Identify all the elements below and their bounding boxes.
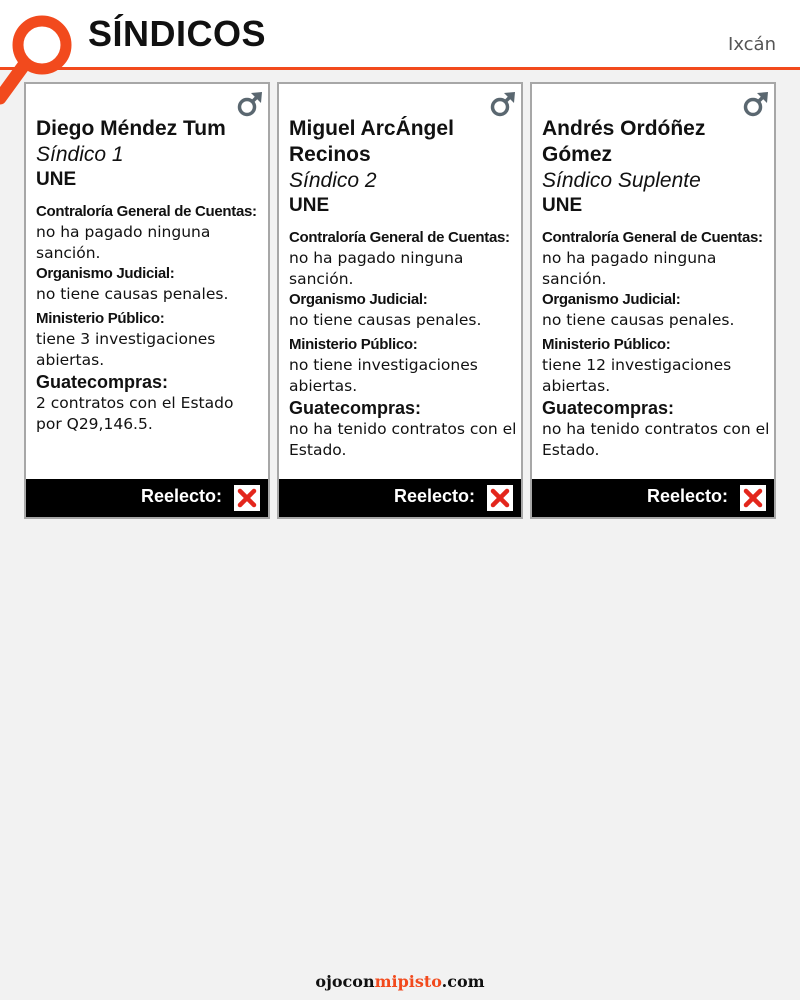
candidate-name: Miguel ArcÁngel Recinos bbox=[289, 117, 454, 166]
reelecto-bar bbox=[279, 479, 521, 517]
reelecto-label: Reelecto: bbox=[393, 486, 475, 506]
cgc-label: Contraloría General de Cuentas: bbox=[542, 229, 763, 246]
candidate-role: Síndico 2 bbox=[289, 169, 377, 192]
card-body bbox=[542, 116, 770, 461]
gc-value: no ha tenido contratos con el Estado. bbox=[542, 420, 770, 459]
brand-part-3: .com bbox=[441, 972, 485, 991]
candidate-role: Síndico Suplente bbox=[542, 169, 701, 192]
page-title: SÍNDICOS bbox=[88, 13, 267, 54]
mp-label: Ministerio Público: bbox=[289, 336, 418, 353]
oj-label: Organismo Judicial: bbox=[36, 265, 175, 282]
oj-value: no tiene causas penales. bbox=[542, 311, 735, 329]
gc-label: Guatecompras: bbox=[289, 398, 422, 418]
cgc-value: no ha pagado ninguna sanción. bbox=[36, 223, 211, 262]
page-header bbox=[0, 0, 800, 70]
candidate-card bbox=[530, 82, 776, 519]
mp-value: tiene 12 investigaciones abiertas. bbox=[542, 356, 732, 395]
location-name: Ixcán bbox=[728, 34, 776, 55]
mp-label: Ministerio Público: bbox=[36, 310, 165, 327]
candidate-card bbox=[24, 82, 270, 519]
mp-value: no tiene investigaciones abiertas. bbox=[289, 356, 478, 395]
brand-part-1: ojocon bbox=[315, 972, 375, 991]
candidate-party: UNE bbox=[289, 195, 330, 216]
gc-value: 2 contratos con el Estado por Q29,146.5. bbox=[36, 394, 234, 433]
brand-part-2: mipisto bbox=[374, 972, 442, 991]
oj-value: no tiene causas penales. bbox=[289, 311, 482, 329]
candidate-party: UNE bbox=[542, 195, 583, 216]
candidate-role: Síndico 1 bbox=[36, 143, 124, 166]
gc-label: Guatecompras: bbox=[542, 398, 675, 418]
oj-label: Organismo Judicial: bbox=[289, 291, 428, 308]
cgc-value: no ha pagado ninguna sanción. bbox=[542, 249, 717, 288]
candidate-name: Andrés Ordóñez Gómez bbox=[542, 117, 706, 166]
male-symbol-icon bbox=[489, 90, 517, 118]
gc-value: no ha tenido contratos con el Estado. bbox=[289, 420, 517, 459]
candidate-name: Diego Méndez Tum bbox=[36, 117, 226, 140]
candidate-party: UNE bbox=[36, 169, 77, 190]
cgc-value: no ha pagado ninguna sanción. bbox=[289, 249, 464, 288]
site-brand[interactable] bbox=[0, 972, 800, 991]
red-x-icon bbox=[234, 485, 260, 511]
oj-label: Organismo Judicial: bbox=[542, 291, 681, 308]
male-symbol-icon bbox=[236, 90, 264, 118]
reelecto-label: Reelecto: bbox=[140, 486, 222, 506]
card-body bbox=[289, 116, 517, 461]
mp-label: Ministerio Público: bbox=[542, 336, 671, 353]
card-body bbox=[36, 116, 264, 435]
mp-value: tiene 3 investigaciones abiertas. bbox=[36, 330, 216, 369]
reelecto-bar bbox=[26, 479, 268, 517]
red-x-icon bbox=[740, 485, 766, 511]
candidate-card bbox=[277, 82, 523, 519]
male-symbol-icon bbox=[742, 90, 770, 118]
oj-value: no tiene causas penales. bbox=[36, 285, 229, 303]
red-x-icon bbox=[487, 485, 513, 511]
cgc-label: Contraloría General de Cuentas: bbox=[289, 229, 510, 246]
reelecto-bar bbox=[532, 479, 774, 517]
gc-label: Guatecompras: bbox=[36, 372, 169, 392]
reelecto-label: Reelecto: bbox=[646, 486, 728, 506]
cgc-label: Contraloría General de Cuentas: bbox=[36, 203, 257, 220]
